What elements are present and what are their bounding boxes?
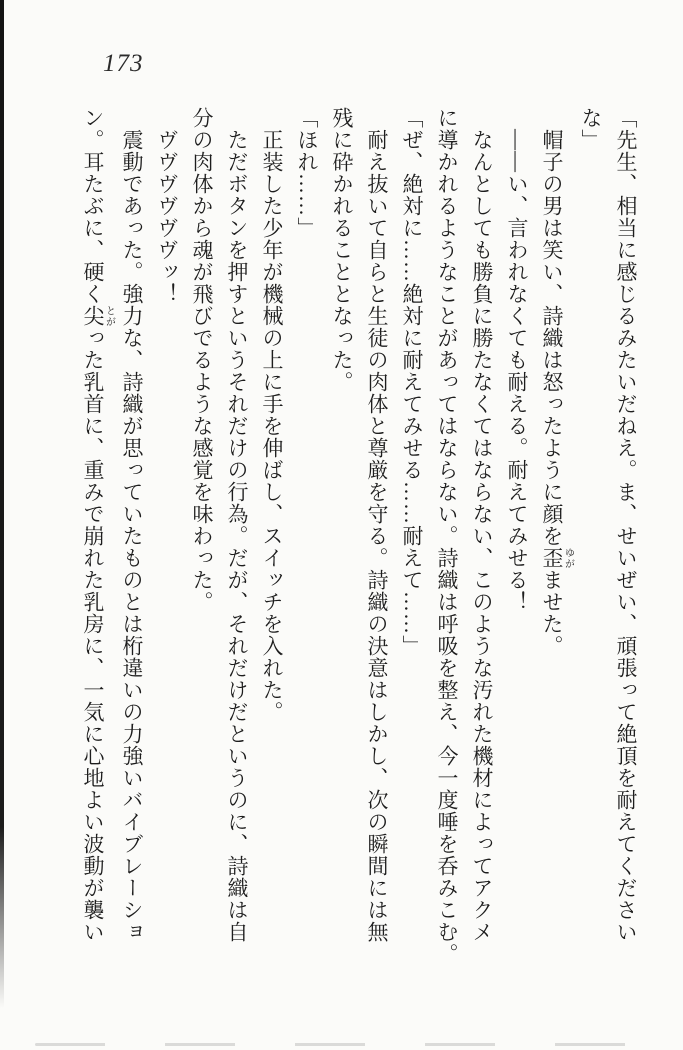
text-line: な」 — [579, 107, 603, 151]
text-line: 「ぜ、絶対に……絶対に耐えてみせる……耐えて……」 — [400, 107, 424, 657]
page-number: 173 — [103, 50, 144, 77]
text-line: 震動であった。強力な、詩織が思っていたものとは桁違いの力強いバイブレーショ — [120, 107, 144, 943]
text-line: 残に砕かれることとなった。 — [330, 107, 354, 393]
text-line: に導かれるようなことがあってはならない。詩織は呼吸を整え、今一度唾を呑みこむ。 — [435, 107, 459, 965]
text-line: ただボタンを押すというそれだけの行為。だが、それだけだというのに、詩織は自 — [225, 107, 249, 943]
text-line: 正装した少年が機械の上に手を伸ばし、スイッチを入れた。 — [260, 107, 284, 723]
furigana-ruby: 尖とが — [81, 305, 115, 327]
scan-left-edge — [0, 0, 4, 1008]
text-line: 「ほれ……」 — [295, 107, 319, 239]
text-line: ン。耳たぶに、硬く尖とがった乳首に、重みで崩れた乳房に、一気に心地よい波動が襲い — [81, 107, 115, 943]
text-line: 耐え抜いて自らと生徒の肉体と尊厳を守る。詩織の決意はしかし、次の瞬間には無 — [365, 107, 389, 943]
text-line: ――い、言われなくても耐える。耐えてみせる！ — [505, 107, 529, 613]
scan-bottom-edge — [35, 1043, 660, 1046]
vertical-text-block — [75, 107, 643, 965]
text-line: 分の肉体から魂が飛びでるような感覚を味わった。 — [190, 107, 214, 613]
text-line: 帽子の男は笑い、詩織は怒ったように顔を歪ゆがませた。 — [540, 107, 574, 657]
text-line: なんとしても勝負に勝たなくてはならない、このような汚れた機材によってアクメ — [470, 107, 494, 943]
text-line: ヴヴヴヴヴヴッ！ — [155, 107, 179, 305]
text-line: 「先生、相当に感じるみたいだねえ。ま、せいぜい、頑張って絶頂を耐えてください — [614, 107, 638, 943]
furigana-ruby: 歪ゆが — [540, 547, 574, 569]
